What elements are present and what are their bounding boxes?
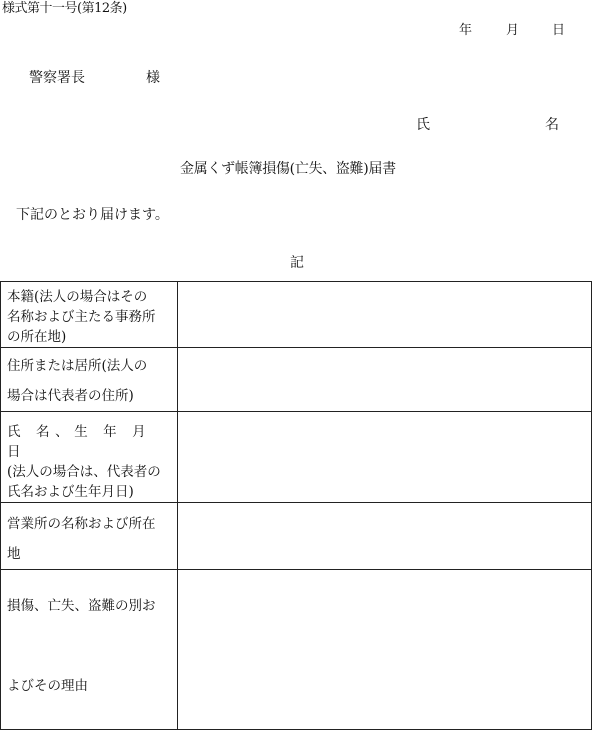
addressee-honorific: 様 [146,70,160,86]
row-label-line: 本籍(法人の場合はその [7,289,148,305]
date-month-label: 月 [506,23,520,38]
ki-label: 記 [290,255,304,271]
row-label-line: 営業所の名称および所在 [7,516,156,532]
honseki-value-cell[interactable] [178,282,592,348]
applicant-name-label-1: 氏 [416,117,430,133]
row-label-line: 地 [7,546,21,562]
row-label-cell [1,570,178,730]
date-day-label: 日 [552,23,566,38]
date-year-label: 年 [459,23,473,38]
table-row [1,570,592,730]
row-label-line: 氏名および生年月日) [7,484,134,500]
row-label-line: 名称および主たる事務所 [7,309,156,325]
row-label-cell [1,412,178,503]
applicant-name-label-2: 名 [545,117,559,133]
row-label-cell [1,348,178,412]
row-label-line: (法人の場合は、代表者の [7,464,161,480]
table-row [1,282,592,348]
business-office-value-cell[interactable] [178,503,592,570]
table-row [1,503,592,570]
form-table [0,281,592,730]
table-row [1,348,592,412]
row-label-line: 場合は代表者の住所) [7,388,134,404]
row-label-line: の所在地) [7,329,67,345]
date-line [459,24,565,37]
row-label-line: 損傷、亡失、盗難の別お [7,598,156,614]
row-label-cell [1,282,178,348]
row-label-line: 住所または居所(法人の [7,358,148,374]
row-label-line: 氏 名、生 年 月 日 [7,424,152,460]
intro-text: 下記のとおり届けます。 [16,207,169,223]
addressee-office: 警察署長 [29,70,85,86]
document-title: 金属くず帳簿損傷(亡失、盗難)届書 [180,161,396,177]
form-number: 様式第十一号(第12条) [2,1,127,16]
row-label-line: よびその理由 [7,678,88,694]
row-label-cell [1,503,178,570]
table-row [1,412,592,503]
address-value-cell[interactable] [178,348,592,412]
name-birthdate-value-cell[interactable] [178,412,592,503]
damage-reason-value-cell[interactable] [178,570,592,730]
